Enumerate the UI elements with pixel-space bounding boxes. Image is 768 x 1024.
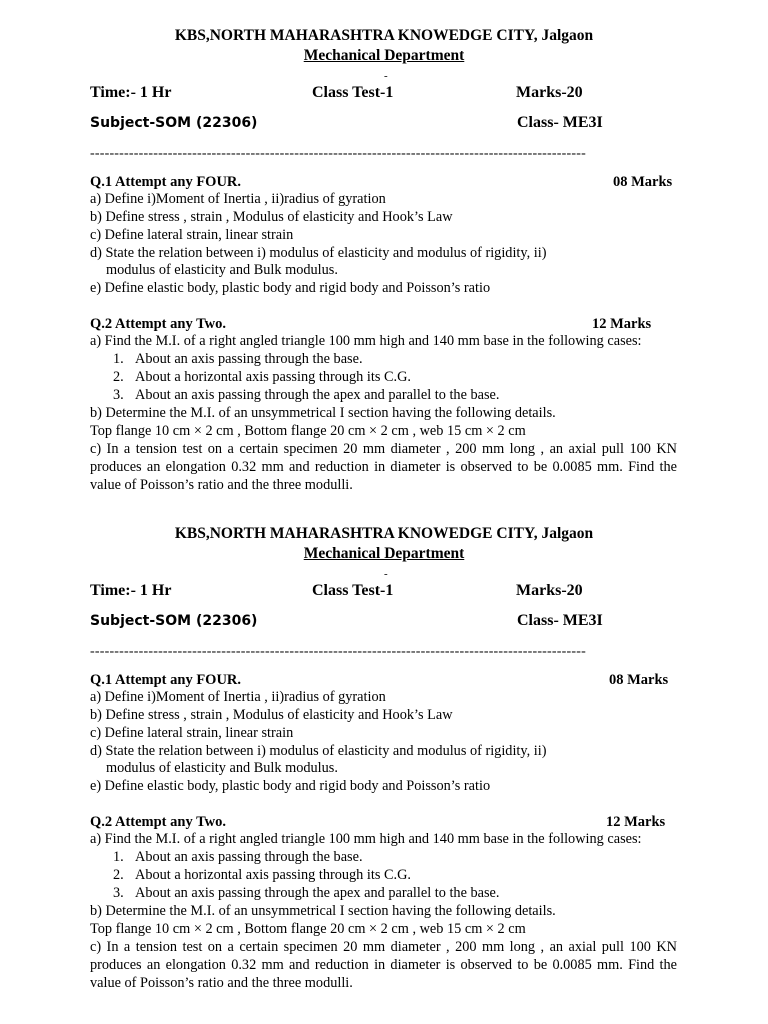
q2-case-1: 1. About an axis passing through the base. <box>113 849 363 865</box>
dash-mark: - <box>384 568 388 580</box>
institute-title: KBS,NORTH MAHARASHTRA KNOWEDGE CITY, Jalgaon <box>174 27 594 44</box>
q1-item-d-continued: modulus of elasticity and Bulk modulus. <box>106 262 338 278</box>
q1-marks: 08 Marks <box>609 672 669 688</box>
q2-item-b: b) Determine the M.I. of an unsymmetrical I section having the following details. <box>90 903 556 919</box>
q2-item-b: b) Determine the M.I. of an unsymmetrical I section having the following details. <box>90 405 556 421</box>
q1-item-e: e) Define elastic body, plastic body and rigid body and Poisson’s ratio <box>90 778 491 794</box>
q2-case-2: 2. About a horizontal axis passing through its C.G. <box>113 867 411 883</box>
divider-line: ------------------------------------------------------------------------------------------------------ <box>90 146 586 161</box>
q1-item-c: c) Define lateral strain, linear strain <box>90 725 294 741</box>
test-label: Class Test-1 <box>312 84 394 101</box>
subject-label: Subject-SOM (22306) <box>90 613 258 629</box>
class-label: Class- ME3I <box>517 114 603 131</box>
q2-case-1: 1. About an axis passing through the base. <box>113 351 363 367</box>
q2-item-c: c) In a tension test on a certain specimen 20 mm diameter , 200 mm long , an axial pull 100 KN produces an elongation 0.32 mm and reduction in diameter is observed to be 0.0085 mm. Find the value of Poisson’s ratio and the three modulli. <box>90 441 677 493</box>
q1-heading: Q.1 Attempt any FOUR. <box>90 672 242 688</box>
q2-marks: 12 Marks <box>606 814 666 830</box>
class-label: Class- ME3I <box>517 612 603 629</box>
q1-item-e: e) Define elastic body, plastic body and rigid body and Poisson’s ratio <box>90 280 491 296</box>
q1-item-a: a) Define i)Moment of Inertia , ii)radius of gyration <box>90 191 386 207</box>
test-label: Class Test-1 <box>312 582 394 599</box>
q1-item-d: d) State the relation between i) modulus of elasticity and modulus of rigidity, ii) <box>90 245 547 261</box>
q1-item-d-continued: modulus of elasticity and Bulk modulus. <box>106 760 338 776</box>
department-title: Mechanical Department <box>303 47 465 64</box>
department-title: Mechanical Department <box>303 545 465 562</box>
institute-title: KBS,NORTH MAHARASHTRA KNOWEDGE CITY, Jalgaon <box>174 525 594 542</box>
q2-item-b-details: Top flange 10 cm × 2 cm , Bottom flange 20 cm × 2 cm , web 15 cm × 2 cm <box>90 423 526 439</box>
q2-case-3: 3. About an axis passing through the apex and parallel to the base. <box>113 387 500 403</box>
q1-item-a: a) Define i)Moment of Inertia , ii)radius of gyration <box>90 689 386 705</box>
q1-item-b: b) Define stress , strain , Modulus of elasticity and Hook’s Law <box>90 209 453 225</box>
q2-heading: Q.2 Attempt any Two. <box>90 316 227 332</box>
marks-label: Marks-20 <box>516 582 583 599</box>
q1-item-c: c) Define lateral strain, linear strain <box>90 227 294 243</box>
q2-item-a: a) Find the M.I. of a right angled triangle 100 mm high and 140 mm base in the following cases: <box>90 831 642 847</box>
q2-case-2: 2. About a horizontal axis passing through its C.G. <box>113 369 411 385</box>
q1-item-b: b) Define stress , strain , Modulus of elasticity and Hook’s Law <box>90 707 453 723</box>
q1-heading: Q.1 Attempt any FOUR. <box>90 174 242 190</box>
time-label: Time:- 1 Hr <box>90 582 172 599</box>
q2-case-3: 3. About an axis passing through the apex and parallel to the base. <box>113 885 500 901</box>
dash-mark: - <box>384 70 388 82</box>
q1-marks: 08 Marks <box>613 174 673 190</box>
divider-line: ------------------------------------------------------------------------------------------------------ <box>90 644 586 659</box>
q2-item-b-details: Top flange 10 cm × 2 cm , Bottom flange 20 cm × 2 cm , web 15 cm × 2 cm <box>90 921 526 937</box>
q2-item-c: c) In a tension test on a certain specimen 20 mm diameter , 200 mm long , an axial pull 100 KN produces an elongation 0.32 mm and reduction in diameter is observed to be 0.0085 mm. Find the value of Poisson’s ratio and the three modulli. <box>90 939 677 991</box>
q1-item-d: d) State the relation between i) modulus of elasticity and modulus of rigidity, ii) <box>90 743 547 759</box>
q2-heading: Q.2 Attempt any Two. <box>90 814 227 830</box>
q2-item-a: a) Find the M.I. of a right angled triangle 100 mm high and 140 mm base in the following cases: <box>90 333 642 349</box>
time-label: Time:- 1 Hr <box>90 84 172 101</box>
question-paper-copy-2 <box>0 498 768 1010</box>
marks-label: Marks-20 <box>516 84 583 101</box>
subject-label: Subject-SOM (22306) <box>90 115 258 131</box>
q2-marks: 12 Marks <box>592 316 652 332</box>
